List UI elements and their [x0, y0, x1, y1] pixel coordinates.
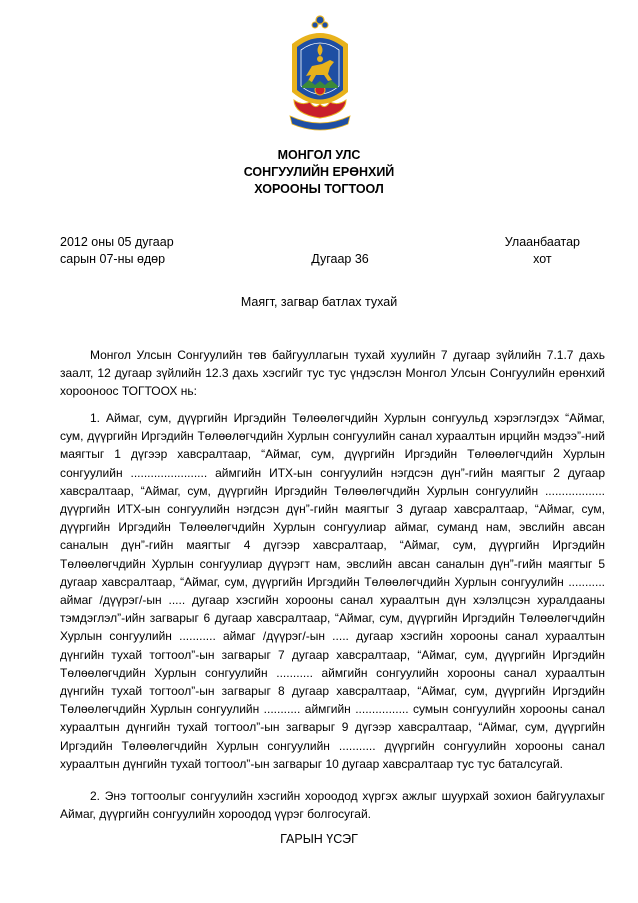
- issue-place: [505, 234, 580, 268]
- issue-date-line-2: сарын 07-ны өдөр: [60, 252, 166, 266]
- signature-label: ГАРЫН ҮСЭГ: [280, 832, 358, 846]
- clause-2-paragraph: 2. Энэ тогтоолыг сонгуулийн хэсгийн хороодод хүргэх ажлыг шуурхай зохион байгуулахыг Аймаг, дүүргийн сонгуулийн хороодод үүрэг болгосугай.: [60, 789, 605, 822]
- resolution-subject: Маягт, загвар батлах тухай: [240, 295, 398, 309]
- document-type: ХОРООНЫ ТОГТООЛ: [254, 182, 384, 196]
- issue-date-line-1: 2012 оны 05 дугаар: [60, 235, 174, 249]
- resolution-number: Дугаар 36: [311, 252, 369, 266]
- issuer-line-1: МОНГОЛ УЛС: [277, 148, 361, 162]
- intro-paragraph: Монгол Улсын Сонгуулийн төв байгууллагын тухай хуулийн 7 дугаар зүйлийн 7.1.7 дахь заалт, 12 дугаар зүйлийн 12.3 дахь хэсгийг тус тус үндэслэн Монгол Улсын Сонгуулийн ерөнхий хорооноос ТОГТООХ нь:: [60, 348, 605, 399]
- issuer-line-2: СОНГУУЛИЙН ЕРӨНХИЙ: [243, 165, 395, 179]
- clause-1-paragraph: 1. Аймаг, сум, дүүргийн Иргэдийн Төлөөлөгчдийн Хурлын сонгуульд хэрэглэгдэх “Аймаг, сум, дүүргийн Иргэдийн Төлөөлөгчдийн Хурлын сонгуулийн санал хураалтын ирцийн мэдээ”-ний маягтыг 1 дүгээр хавсралтаар, “Аймаг, сум, дүүргийн Иргэдийн Төлөөлөгчдийн Хурлын сонгуулийн ....................... аймгийн ИТХ-ын сонгуулийн нэгдсэн дүн”-гийн маягтыг 2 дугаар хавсралтаар, “Аймаг, сум, дүүргийн Иргэдийн Төлөөлөгчдийн Хурлын сонгуулийн .................. дүүргийн ИТХ-ын сонгуулийн нэгдсэн дүн”-гийн маягтыг 3 дугаар хавсралтаар, “Аймаг, сум, дүүргийн Иргэдийн Төлөөлөгчдийн Хурлын сонгуулиар аймаг, суманд нам, эвслийн авсан саналын дүн”-гийн маягтыг 4 дүгээр хавсралтаар, “Аймаг, сум, дүүргийн Иргэдийн Төлөөлөгчдийн Хурлын сонгуулиар дүүрэгт нам, эвслийн авсан саналын дүн”-гийн маягтыг 5 дугаар хавсралтаар, “Аймаг, сум, дүүргийн Иргэдийн Төлөөлөгчдийн Хурлын сонгуулийн ........... аймаг /дүүрэг/-ын ..... дугаар хэсгийн хорооны санал хураалтын дүн хэлэлцсэн хуралдааны тэмдэглэл”-ийн загварыг 6 дугаар хавсралтаар, “Аймаг, сум, дүүргийн Иргэдийн Төлөөлөгчдийн Хурлын сонгуулийн ........... аймаг /дүүрэг/-ын ..... дугаар хэсгийн хорооны санал хураалтын дүнгийн тухай тогтоол”-ын загварыг 7 дугаар хавсралтаар, “Аймаг, сум, дүүргийн Иргэдийн Төлөөлөгчдийн Хурлын сонгуулийн ........... аймгийн сонгуулийн хорооны санал хураалтын дүнгийн тухай тогтоол”-ын загварыг 8 дугаар хавсралтаар, “Аймаг, сум, дүүргийн Иргэдийн Төлөөлөгчдийн Хурлын сонгуулийн ........... аймгийн ................ сумын сонгуулийн хорооны санал хураалтын дүнгийн тухай тогтоол”-ын загварыг 9 дүгээр хавсралтаар, “Аймаг, сум, дүүргийн Иргэдийн Төлөөлөгчдийн Хурлын сонгуулийн ........... дүүргийн сонгуулийн хорооны санал хураалтын дүнгийн тухай тогтоол”-ын загварыг 10 дугаар хавсралтаар тус тус баталсугай.: [60, 411, 605, 771]
- issue-place-line-1: Улаанбаатар: [504, 235, 580, 249]
- state-emblem-icon: [282, 14, 358, 138]
- issue-place-line-2: хот: [533, 252, 552, 266]
